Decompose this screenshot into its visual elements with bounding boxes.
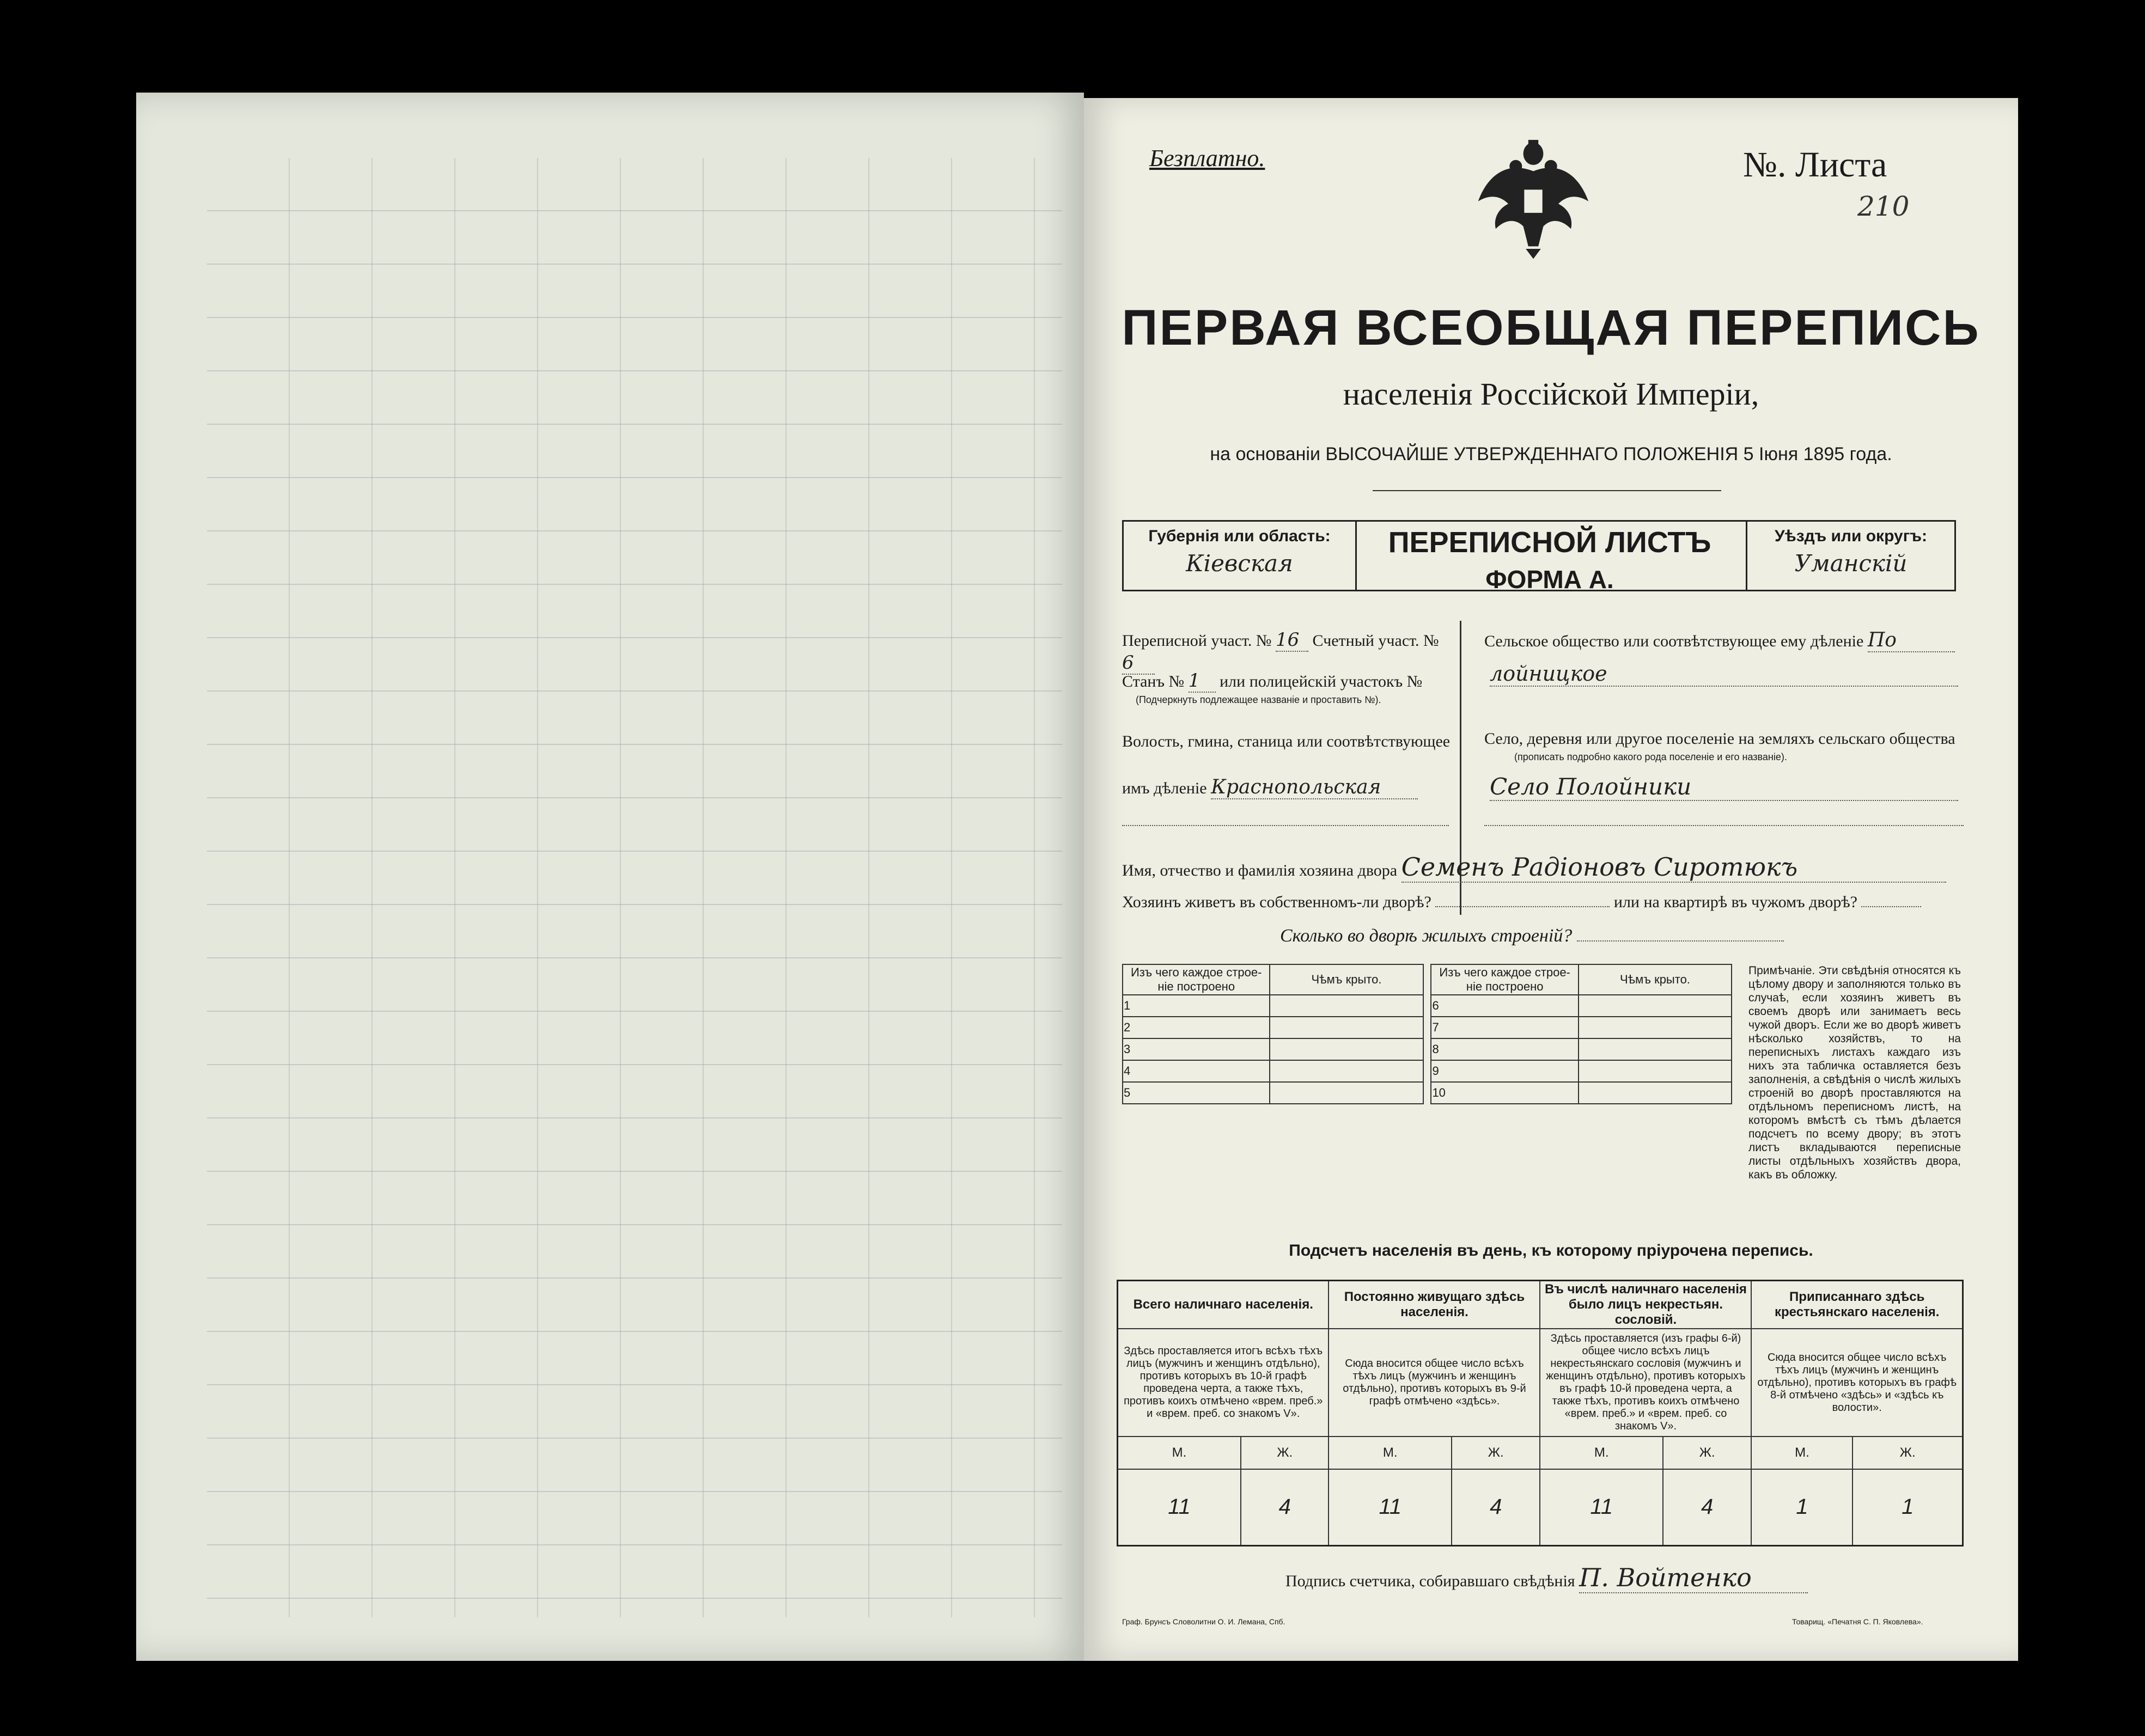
list-number-label: №. Листа bbox=[1743, 145, 1887, 185]
pop-m-header: М. bbox=[1118, 1437, 1241, 1469]
count-section-label: Счетный участ. № bbox=[1312, 632, 1439, 650]
pop-m-header: М. bbox=[1540, 1437, 1662, 1469]
residence-row bbox=[1122, 893, 1961, 912]
pop-m-value: 11 bbox=[1540, 1469, 1662, 1545]
pop-f-header: Ж. bbox=[1452, 1437, 1540, 1469]
pop-f-value: 4 bbox=[1452, 1469, 1540, 1545]
residence-label-2: или на квартирѣ въ чужомъ дворѣ? bbox=[1613, 893, 1857, 911]
buildings-question: Сколько во дворѣ жилыхъ строеній? bbox=[1280, 926, 1573, 946]
buildings-col-b-2: Чѣмъ крыто. bbox=[1579, 964, 1732, 995]
pop-col-desc: Сюда вносится общее число всѣхъ тѣхъ лицъ (мужчинъ и женщинъ отдѣльно), противъ которыхъ въ графѣ 8-й отмѣчено «здѣсь» и «здѣсь къ волости». bbox=[1751, 1329, 1963, 1437]
pop-m-value: 1 bbox=[1751, 1469, 1852, 1545]
building-row-num: 7 bbox=[1431, 1017, 1578, 1038]
building-row-num: 6 bbox=[1431, 995, 1578, 1017]
stan-value: 1 bbox=[1189, 670, 1216, 693]
pop-col-title: Всего наличнаго населенія. bbox=[1118, 1281, 1329, 1329]
stan-row bbox=[1122, 670, 1449, 693]
volost-label: Волость, гмина, станица или соотвѣтствующее bbox=[1122, 732, 1451, 750]
population-heading: Подсчетъ населенія въ день, къ которому пріурочена перепись. bbox=[1289, 1242, 1813, 1260]
society-value-2: лойницкое bbox=[1490, 662, 1958, 687]
building-row-num: 2 bbox=[1123, 1017, 1270, 1038]
district-label: Уѣздъ или округъ: bbox=[1774, 527, 1928, 545]
building-row-num: 3 bbox=[1123, 1038, 1270, 1060]
census-form-page bbox=[1084, 98, 2018, 1661]
province-label: Губернія или область: bbox=[1148, 527, 1331, 545]
census-section-label: Переписной участ. № bbox=[1122, 632, 1272, 650]
volost-label-2: имъ дѣленіе bbox=[1122, 779, 1207, 797]
printer-right: Товарищ. «Печатня С. П. Яковлева». bbox=[1792, 1617, 1923, 1626]
left-page bbox=[136, 93, 1084, 1661]
buildings-question-row bbox=[1280, 926, 1784, 946]
pop-col-desc: Сюда вносится общее число всѣхъ тѣхъ лицъ (мужчинъ и женщинъ отдѣльно), противъ которыхъ въ 9-й графѣ отмѣчено «здѣсь». bbox=[1329, 1329, 1540, 1437]
police-label: или полицейскій участокъ № bbox=[1220, 673, 1423, 690]
building-row-num: 1 bbox=[1123, 995, 1270, 1017]
blank-line-2 bbox=[1484, 825, 1964, 826]
pop-col-title: Постоянно живущаго здѣсь населенія. bbox=[1329, 1281, 1540, 1329]
district-box bbox=[1746, 520, 1956, 591]
imperial-eagle-emblem bbox=[1471, 136, 1596, 261]
pop-m-header: М. bbox=[1751, 1437, 1852, 1469]
buildings-col-a: Изъ чего каждое строе-ніе построено bbox=[1123, 964, 1270, 995]
census-section-row bbox=[1122, 629, 1449, 675]
village-label: Село, деревня или другое поселеніе на земляхъ сельскаго общества bbox=[1484, 730, 1955, 748]
list-number-value: 210 bbox=[1857, 191, 1910, 222]
signature-value: П. Войтенко bbox=[1579, 1563, 1808, 1593]
count-section-value: 6 bbox=[1122, 652, 1155, 675]
province-value: Кіевская bbox=[1186, 550, 1293, 577]
form-title-line2: ФОРМА А. bbox=[1485, 565, 1614, 594]
pop-col-title: Въ числѣ наличнаго населенія было лицъ некрестьян. сословій. bbox=[1540, 1281, 1751, 1329]
pop-m-value: 11 bbox=[1118, 1469, 1241, 1545]
signature-label: Подпись счетчика, собиравшаго свѣдѣнія bbox=[1285, 1572, 1575, 1590]
free-label: Безплатно. bbox=[1149, 145, 1265, 172]
district-value: Уманскій bbox=[1794, 550, 1908, 577]
stan-label: Станъ № bbox=[1122, 673, 1185, 690]
province-box bbox=[1122, 520, 1357, 591]
pop-col-desc: Здѣсь проставляется итогъ всѣхъ тѣхъ лицъ (мужчинъ и женщинъ отдѣльно), противъ которыхъ въ 10-й графѣ проведена черта, а также тѣхъ, противъ коихъ отмѣчено «врем. преб.» и «врем. преб. со знакомъ V». bbox=[1118, 1329, 1329, 1437]
building-row-num: 9 bbox=[1431, 1060, 1578, 1082]
buildings-col-a-2: Изъ чего каждое строе-ніе построено bbox=[1431, 964, 1578, 995]
building-row-num: 8 bbox=[1431, 1038, 1578, 1060]
blank-line bbox=[1122, 825, 1449, 826]
form-title-line1: ПЕРЕПИСНОЙ ЛИСТЪ bbox=[1388, 526, 1711, 559]
volost-value: Краснопольская bbox=[1211, 776, 1418, 799]
village-value: Село Полойники bbox=[1490, 773, 1958, 801]
society-label: Сельское общество или соотвѣтствующее ему дѣленіе bbox=[1484, 632, 1864, 650]
underline-note: (Подчеркнуть подлежащее названіе и проставить №). bbox=[1136, 694, 1381, 705]
buildings-col-b: Чѣмъ крыто. bbox=[1270, 964, 1423, 995]
document-subtitle: населенія Россійской Имперіи, bbox=[1343, 376, 1759, 412]
owner-value: Семенъ Радіоновъ Сиротюкъ bbox=[1401, 852, 1946, 883]
population-table bbox=[1117, 1280, 1964, 1546]
village-note: (прописать подробно какого рода поселеніе и его названіе). bbox=[1514, 751, 1787, 762]
building-row-num: 10 bbox=[1431, 1082, 1578, 1104]
faded-table-grid bbox=[207, 158, 1062, 1617]
pop-f-header: Ж. bbox=[1241, 1437, 1329, 1469]
society-value-1: По bbox=[1868, 629, 1955, 652]
pop-m-header: М. bbox=[1329, 1437, 1451, 1469]
owner-label: Имя, отчество и фамилія хозяина двора bbox=[1122, 861, 1398, 879]
pop-col-desc: Здѣсь проставляется (изъ графы 6-й) общее число всѣхъ лицъ некрестьянскаго сословія (мужчинъ и женщинъ отдѣльно), противъ которыхъ въ графѣ 10-й проведена черта, а также тѣхъ, противъ коихъ отмѣчено «врем. преб.» и «врем. преб. со знакомъ V». bbox=[1540, 1329, 1751, 1437]
building-row-num: 5 bbox=[1123, 1082, 1270, 1104]
buildings-table bbox=[1122, 964, 1732, 1104]
decree-line: на основаніи ВЫСОЧАЙШЕ УТВЕРЖДЕННАГО ПОЛОЖЕНІЯ 5 Іюня 1895 года. bbox=[1210, 444, 1892, 464]
pop-f-value: 4 bbox=[1663, 1469, 1752, 1545]
document-title: ПЕРВАЯ ВСЕОБЩАЯ ПЕРЕПИСЬ bbox=[1122, 300, 1981, 356]
printer-left: Граф. Брунсъ Словолитни О. И. Лемана, Спб. bbox=[1122, 1617, 1285, 1626]
buildings-note: Примѣчаніе. Эти свѣдѣнія относятся къ цѣлому двору и заполняются только въ случаѣ, если хозяинъ живетъ въ своемъ дворѣ или занимаетъ весь чужой дворъ. Если же во дворѣ живетъ нѣсколько хозяйствъ, то на переписныхъ листахъ каждаго изъ нихъ эта табличка оставляется безъ заполненія, а свѣдѣнія о числѣ жилыхъ строеній во дворѣ проставляются на отдѣльномъ переписномъ листѣ, на которомъ вмѣстѣ съ тѣмъ дѣлается подсчетъ по всему двору; въ этотъ листъ вкладываются переписные листы отдѣльныхъ хозяйствъ двора, какъ въ обложку. bbox=[1748, 964, 1961, 1181]
pop-f-value: 1 bbox=[1852, 1469, 1963, 1545]
signature-row bbox=[1285, 1563, 1885, 1593]
building-row-num: 4 bbox=[1123, 1060, 1270, 1082]
pop-m-value: 11 bbox=[1329, 1469, 1451, 1545]
society-row bbox=[1484, 629, 1964, 652]
pop-f-header: Ж. bbox=[1852, 1437, 1963, 1469]
decorative-rule bbox=[1373, 490, 1721, 491]
pop-f-value: 4 bbox=[1241, 1469, 1329, 1545]
residence-label: Хозяинъ живетъ въ собственномъ-ли дворѣ? bbox=[1122, 893, 1431, 911]
pop-col-title: Приписаннаго здѣсь крестьянскаго населенія. bbox=[1751, 1281, 1963, 1329]
census-section-value: 16 bbox=[1276, 629, 1308, 652]
form-title-box bbox=[1354, 520, 1746, 594]
volost-row bbox=[1122, 776, 1449, 799]
owner-row bbox=[1122, 852, 1961, 883]
pop-f-header: Ж. bbox=[1663, 1437, 1752, 1469]
